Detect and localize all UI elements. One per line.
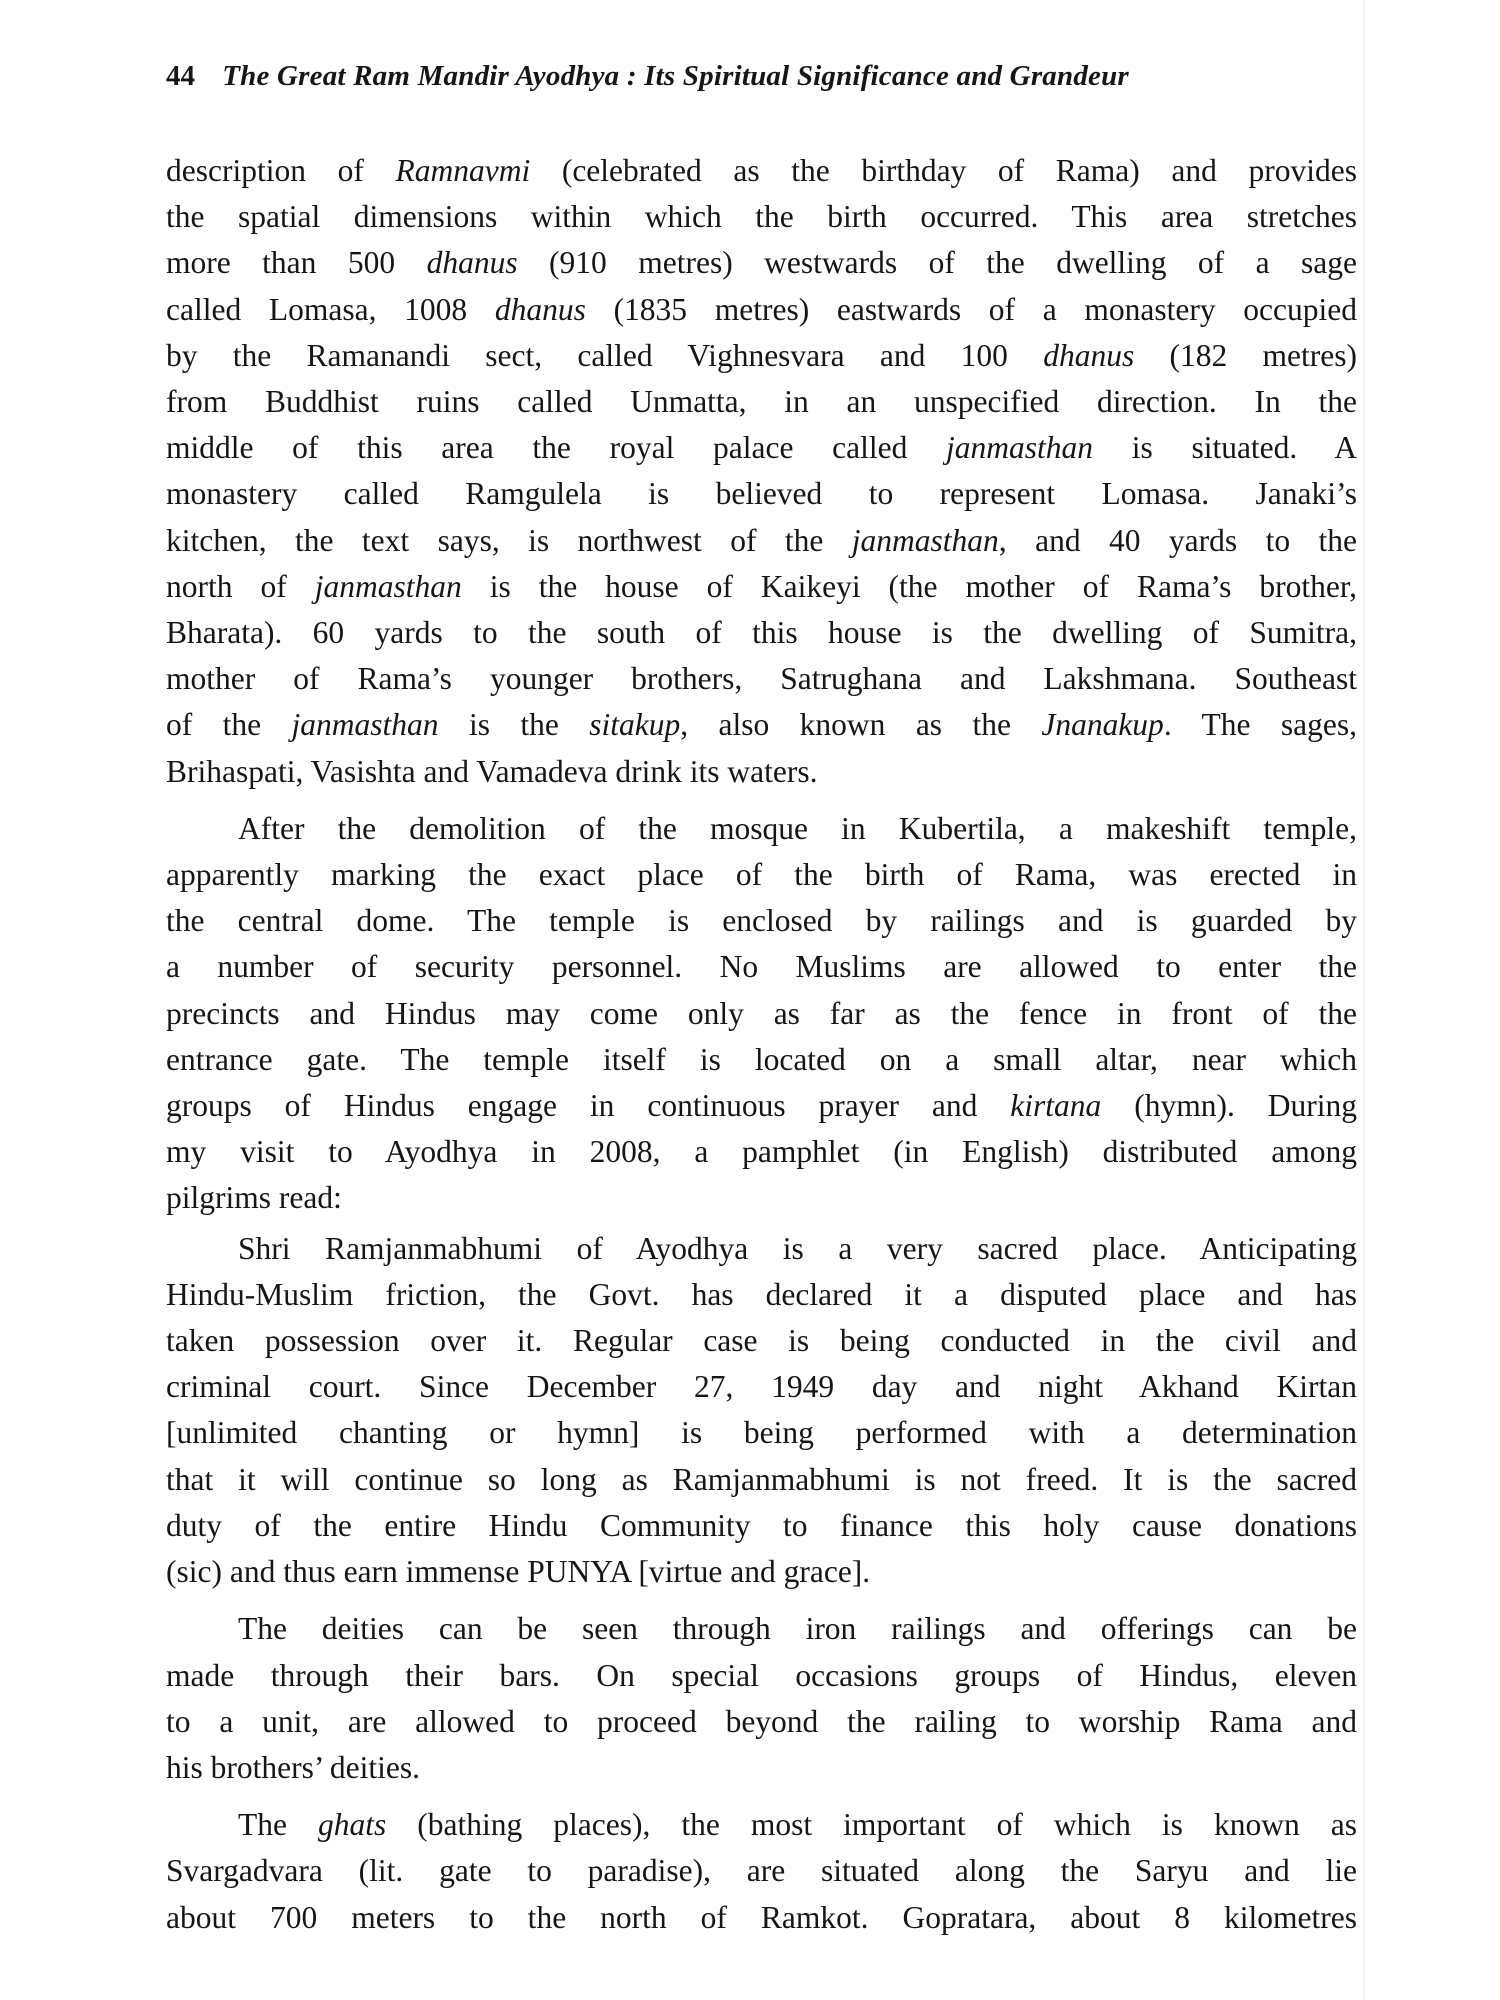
- text-line: [166, 806, 1357, 852]
- text-run: (hymn). During: [1101, 1088, 1357, 1124]
- text-line: [166, 852, 1357, 898]
- text-run: (1835 metres) eastwards of a monastery occupied: [585, 291, 1357, 327]
- text-line: [166, 610, 1357, 656]
- text-run: middle of this area the royal palace called: [166, 430, 947, 466]
- text-run: to a unit, are allowed to proceed beyond the railing to worship Rama and: [166, 1703, 1357, 1739]
- text-line: [166, 1699, 1357, 1745]
- text-run: (sic) and thus earn immense PUNYA [virtue and grace].: [166, 1554, 871, 1590]
- text-line: [166, 1175, 1357, 1221]
- text-run: Shri Ramjanmabhumi of Ayodhya is a very sacred place. Anticipating: [238, 1230, 1357, 1266]
- running-head: [166, 56, 1366, 96]
- text-line: [166, 898, 1357, 944]
- text-run: precincts and Hindus may come only as far as the fence in front of the: [166, 995, 1357, 1031]
- text-run: description of: [166, 153, 396, 188]
- text-line: [166, 1318, 1357, 1364]
- text-run: is the: [438, 707, 590, 743]
- text-run: (910 metres) westwards of the dwelling of a sage: [517, 245, 1357, 281]
- text-run: duty of the entire Hindu Community to finance this holy cause donations: [166, 1507, 1357, 1543]
- italic-term: kirtana: [1010, 1088, 1102, 1124]
- text-run: (182 metres): [1134, 337, 1357, 373]
- text-run: apparently marking the exact place of the birth of Rama, was erected in: [166, 857, 1357, 893]
- text-line: [166, 564, 1357, 610]
- text-line: [166, 1895, 1357, 1941]
- text-line: [166, 518, 1357, 564]
- text-line: [166, 148, 1357, 194]
- text-run: The deities can be seen through iron railings and offerings can be: [238, 1611, 1357, 1647]
- text-run: his brothers’ deities.: [166, 1749, 420, 1785]
- text-run: monastery called Ramgulela is believed to represent Lomasa. Janaki’s: [166, 476, 1357, 512]
- text-line: [166, 1037, 1357, 1083]
- text-run: (celebrated as the birthday of Rama) and provides: [530, 153, 1357, 188]
- text-run: Hindu-Muslim friction, the Govt. has declared it a disputed place and has: [166, 1276, 1357, 1312]
- text-line: [166, 1083, 1357, 1129]
- page-number: 44: [166, 60, 195, 92]
- text-run: by the Ramanandi sect, called Vighnesvara and 100: [166, 337, 1044, 373]
- text-run: Svargadvara (lit. gate to paradise), are situated along the Saryu and lie: [166, 1853, 1357, 1889]
- text-run: north of: [166, 568, 315, 604]
- italic-term: janmasthan: [946, 430, 1094, 466]
- text-run: is situated. A: [1093, 430, 1357, 466]
- text-run: about 700 meters to the north of Ramkot. Gopratara, about 8 kilometres: [166, 1899, 1357, 1935]
- text-line: [166, 287, 1357, 333]
- paragraph-p2: [166, 806, 1357, 1222]
- text-line: [166, 471, 1357, 517]
- text-run: entrance gate. The temple itself is located on a small altar, near which: [166, 1041, 1357, 1077]
- text-run: more than 500: [166, 245, 427, 281]
- text-line: [166, 1129, 1357, 1175]
- text-run: After the demolition of the mosque in Kubertila, a makeshift temple,: [238, 810, 1357, 846]
- text-run: my visit to Ayodhya in 2008, a pamphlet (in English) distributed among: [166, 1134, 1357, 1170]
- italic-term: dhanus: [494, 291, 586, 327]
- text-line: [166, 1226, 1357, 1272]
- text-line: [166, 1410, 1357, 1456]
- text-run: . The sages,: [1163, 707, 1357, 743]
- text-line: [166, 702, 1357, 748]
- text-run: [unlimited chanting or hymn] is being performed with a determination: [166, 1415, 1357, 1451]
- text-line: [166, 749, 1357, 795]
- text-line: [166, 425, 1357, 471]
- paragraph-p4: [166, 1606, 1357, 1791]
- text-run: kitchen, the text says, is northwest of the: [166, 522, 852, 558]
- text-line: [166, 1848, 1357, 1894]
- italic-term: dhanus: [1043, 337, 1135, 373]
- italic-term: sitakup: [589, 707, 681, 743]
- text-line: [166, 1606, 1357, 1652]
- text-run: from Buddhist ruins called Unmatta, in an unspecified direction. In the: [166, 384, 1357, 420]
- text-run: Brihaspati, Vasishta and Vamadeva drink its waters.: [166, 753, 818, 789]
- text-run: the central dome. The temple is enclosed by railings and is guarded by: [166, 903, 1357, 939]
- text-run: of the: [166, 707, 292, 743]
- text-line: [166, 1272, 1357, 1318]
- text-line: [166, 1457, 1357, 1503]
- text-run: groups of Hindus engage in continuous prayer and: [166, 1088, 1011, 1124]
- italic-term: Jnanakup: [1041, 707, 1164, 743]
- italic-term: janmasthan: [314, 568, 462, 604]
- text-run: , also known as the: [680, 707, 1042, 743]
- text-line: [166, 1802, 1357, 1848]
- italic-term: Ramnavmi: [395, 153, 531, 188]
- text-line: [166, 656, 1357, 702]
- body-text: [166, 148, 1357, 1941]
- paragraph-p3-quote: [166, 1226, 1357, 1596]
- italic-term: ghats: [318, 1807, 387, 1843]
- text-line: [166, 944, 1357, 990]
- italic-term: janmasthan: [291, 707, 439, 743]
- text-line: [166, 194, 1357, 240]
- text-line: [166, 1745, 1357, 1791]
- text-run: made through their bars. On special occasions groups of Hindus, eleven: [166, 1657, 1357, 1693]
- paragraph-p5: [166, 1802, 1357, 1941]
- text-run: the spatial dimensions within which the birth occurred. This area stretches: [166, 199, 1357, 235]
- text-run: that it will continue so long as Ramjanmabhumi is not freed. It is the sacred: [166, 1461, 1357, 1497]
- text-run: is the house of Kaikeyi (the mother of Rama’s brother,: [461, 568, 1357, 604]
- text-run: taken possession over it. Regular case is being conducted in the civil and: [166, 1323, 1357, 1359]
- text-run: called Lomasa, 1008: [166, 291, 495, 327]
- text-line: [166, 1653, 1357, 1699]
- page-edge-rule: [1363, 0, 1365, 2000]
- text-run: The: [238, 1807, 318, 1843]
- text-line: [166, 1549, 1357, 1595]
- text-run: , and 40 yards to the: [998, 522, 1357, 558]
- text-run: Bharata). 60 yards to the south of this house is the dwelling of Sumitra,: [166, 615, 1357, 651]
- text-run: a number of security personnel. No Muslims are allowed to enter the: [166, 949, 1357, 985]
- text-line: [166, 1364, 1357, 1410]
- text-line: [166, 991, 1357, 1037]
- paragraph-p1: [166, 148, 1357, 795]
- text-run: criminal court. Since December 27, 1949 day and night Akhand Kirtan: [166, 1369, 1357, 1405]
- text-line: [166, 379, 1357, 425]
- text-run: pilgrims read:: [166, 1180, 342, 1216]
- text-run: (bathing places), the most important of which is known as: [386, 1807, 1357, 1843]
- text-line: [166, 1503, 1357, 1549]
- text-line: [166, 333, 1357, 379]
- italic-term: janmasthan: [851, 522, 999, 558]
- text-run: mother of Rama’s younger brothers, Satrughana and Lakshmana. Southeast: [166, 661, 1357, 697]
- italic-term: dhanus: [426, 245, 518, 281]
- text-line: [166, 240, 1357, 286]
- book-title: The Great Ram Mandir Ayodhya : Its Spiritual Significance and Grandeur: [222, 60, 1129, 92]
